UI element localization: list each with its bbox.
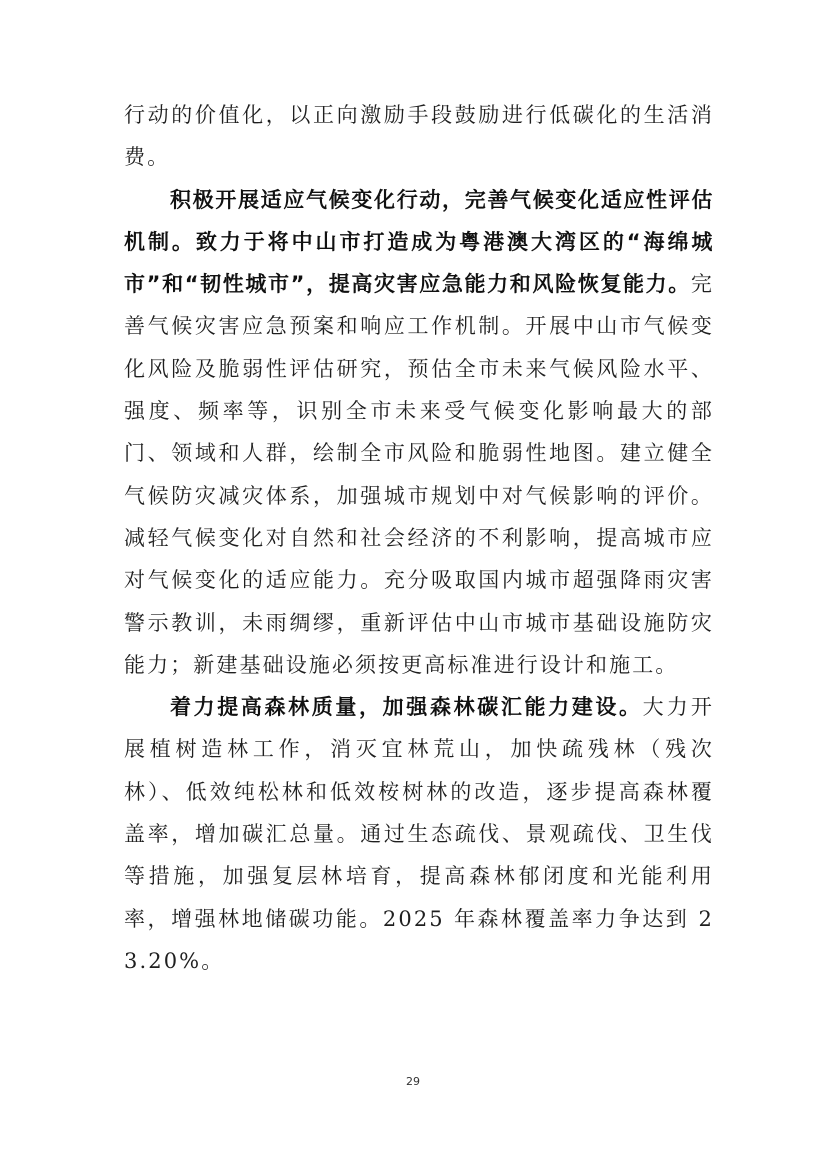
body-text — [124, 94, 714, 982]
paragraph-forest-carbon-sink — [124, 686, 714, 982]
page-number: 29 — [406, 1075, 420, 1088]
paragraph-text: 完善气候灾害应急预案和响应工作机制。开展中山市气候变化风险及脆弱性评估研究，预估全市未来气候风险水平、强度、频率等，识别全市未来受气候变化影响最大的部门、领域和人群，绘制全市风险和脆弱性地图。建立健全气候防灾减灾体系，加强城市规划中对气候影响的评价。减轻气候变化对自然和社会经济的不利影响，提高城市应对气候变化的适应能力。充分吸取国内城市超强降雨灾害警示教训，未雨绸缪，重新评估中山市城市基础设施防灾能力；新建基础设施必须按更高标准进行设计和施工。 — [124, 272, 714, 677]
paragraph-continuation — [124, 94, 714, 179]
paragraph-heading: 积极开展适应气候变化行动，完善气候变化适应性评估机制。致力于将中山市打造成为粤港澳大湾区的“海绵城市”和“韧性城市”，提高灾害应急能力和风险恢复能力。 — [124, 187, 714, 297]
paragraph-heading: 着力提高森林质量，加强森林碳汇能力建设。 — [170, 695, 643, 720]
paragraph-climate-adaptation — [124, 179, 714, 687]
paragraph-text: 行动的价值化，以正向激励手段鼓励进行低碳化的生活消费。 — [124, 103, 714, 170]
paragraph-text: 大力开展植树造林工作，消灭宜林荒山，加快疏残林（残次林）、低效纯松林和低效桉树林的改造，逐步提高森林覆盖率，增加碳汇总量。通过生态疏伐、景观疏伐、卫生伐等措施，加强复层林培育，提高森林郁闭度和光能利用率，增强林地储碳功能。2025 年森林覆盖率力争达到 23.20%。 — [124, 695, 714, 973]
